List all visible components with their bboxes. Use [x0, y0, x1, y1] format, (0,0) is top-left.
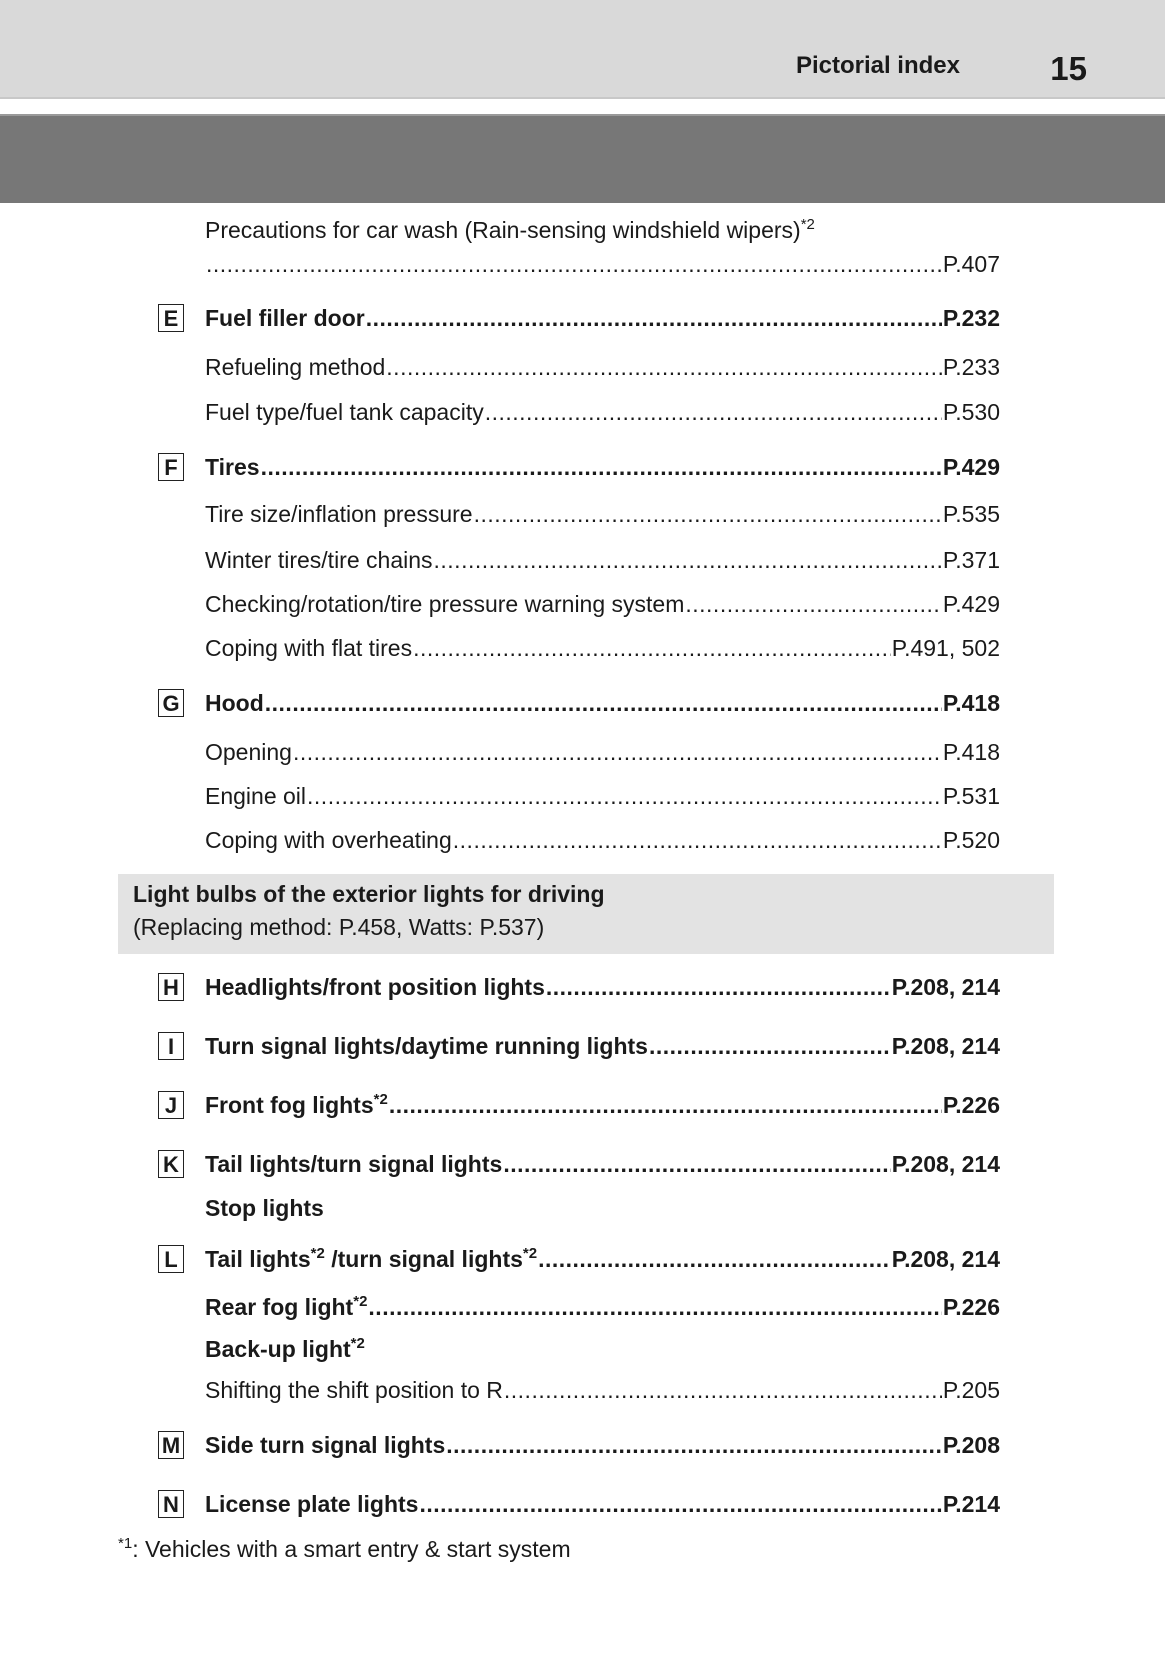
page-reference[interactable]: P.232	[942, 305, 1000, 331]
footnote-mark: *1	[118, 1535, 133, 1552]
entry-label	[205, 1031, 648, 1061]
page-reference[interactable]: P.208, 214	[891, 974, 1000, 1000]
entry-label	[205, 1244, 537, 1274]
index-entry[interactable]	[205, 499, 1000, 529]
index-letter-box: M	[158, 1431, 184, 1459]
dot-leader	[307, 781, 942, 811]
page-reference[interactable]: P.208	[942, 1432, 1000, 1458]
entry-label	[205, 1375, 503, 1405]
entry-label	[205, 633, 412, 663]
entry-label	[205, 545, 433, 575]
dot-leader	[389, 1090, 942, 1120]
index-entry[interactable]	[205, 303, 1000, 333]
index-letter-box: G	[158, 689, 184, 717]
entry-label	[205, 499, 473, 529]
index-entry[interactable]	[205, 688, 1000, 718]
entry-label	[205, 825, 452, 855]
entry-label-text: Tire size/inflation pressure	[205, 501, 473, 527]
dot-leader	[474, 499, 942, 529]
index-letter-box: E	[158, 304, 184, 332]
dot-leader	[265, 688, 942, 718]
entry-label-text: Precautions for car wash (Rain-sensing windshield wipers)	[205, 217, 801, 243]
entry-label-text: Shifting the shift position to R	[205, 1377, 503, 1403]
entry-label	[205, 352, 385, 382]
footnote-reference: *2	[350, 1335, 365, 1352]
page-reference[interactable]: P.233	[942, 354, 1000, 380]
entry-label	[205, 1090, 388, 1120]
dot-leader	[206, 249, 942, 279]
footnote-reference: *2	[373, 1091, 388, 1108]
page-reference[interactable]: P.520	[942, 827, 1000, 853]
entry-label-text: Stop lights	[205, 1195, 324, 1221]
index-letter-box: K	[158, 1150, 184, 1178]
entry-label-text: Coping with flat tires	[205, 635, 413, 661]
dot-leader	[546, 972, 891, 1002]
index-entry[interactable]	[205, 545, 1000, 575]
index-letter-box: H	[158, 973, 184, 1001]
footnote	[118, 1536, 571, 1563]
page-reference[interactable]: P.535	[942, 501, 1000, 527]
dot-leader	[538, 1244, 891, 1274]
index-entry[interactable]	[205, 1090, 1000, 1120]
page-reference[interactable]: P.418	[942, 739, 1000, 765]
entry-label-text: Rear fog light	[205, 1294, 354, 1320]
entry-label-text: Tail lights	[205, 1246, 311, 1272]
page-reference[interactable]: P.407	[942, 251, 1000, 277]
page-number: 15	[1050, 50, 1087, 87]
section-subtitle: (Replacing method: P.458, Watts: P.537)	[133, 914, 545, 940]
page-reference[interactable]: P.530	[942, 399, 1000, 425]
footnote-reference: *2	[522, 1245, 538, 1262]
dot-leader	[649, 1031, 891, 1061]
entry-label	[205, 1193, 324, 1223]
index-entry[interactable]	[205, 1489, 1000, 1519]
entry-label	[205, 688, 264, 718]
index-entry[interactable]	[205, 1292, 1000, 1322]
dot-leader	[419, 1489, 941, 1519]
page-reference[interactable]: P.491, 502	[891, 635, 1000, 661]
entry-label-text: Checking/rotation/tire pressure warning system	[205, 591, 685, 617]
entry-label-text: License plate lights	[205, 1491, 419, 1517]
index-letter-box: J	[158, 1091, 184, 1119]
index-letter-box: F	[158, 453, 184, 481]
entry-label-text: Back-up light	[205, 1336, 351, 1362]
index-entry[interactable]	[205, 825, 1000, 855]
section-heading-box	[118, 874, 1054, 954]
entry-label	[205, 972, 545, 1002]
header-title: Pictorial index	[795, 52, 960, 79]
entry-label	[205, 1149, 502, 1179]
page-reference[interactable]: P.371	[942, 547, 1000, 573]
index-letter-box: N	[158, 1490, 184, 1518]
index-letter-box: L	[158, 1245, 184, 1273]
index-entry[interactable]	[205, 452, 1000, 482]
footnote-reference: *2	[800, 216, 815, 233]
entry-label-text: Engine oil	[205, 783, 307, 809]
dot-leader	[504, 1375, 942, 1405]
page-reference[interactable]: P.214	[942, 1491, 1000, 1517]
dot-leader	[293, 737, 942, 767]
entry-label	[205, 1334, 365, 1364]
entry-label	[205, 737, 292, 767]
dot-leader	[685, 589, 941, 619]
dot-leader	[261, 452, 942, 482]
index-entry[interactable]	[205, 1334, 1000, 1364]
index-entry[interactable]	[205, 737, 1000, 767]
index-entry[interactable]	[205, 249, 1000, 279]
entry-label	[205, 589, 684, 619]
index-entry[interactable]	[205, 1193, 1000, 1223]
page-reference[interactable]: P.531	[942, 783, 1000, 809]
index-entry[interactable]	[205, 589, 1000, 619]
entry-label-text: Side turn signal lights	[205, 1432, 446, 1458]
index-entry[interactable]	[205, 1375, 1000, 1405]
entry-label-text: Headlights/front position lights	[205, 974, 545, 1000]
entry-label-text: Coping with overheating	[205, 827, 452, 853]
page-reference[interactable]: P.226	[942, 1092, 1000, 1118]
entry-label-text: Fuel type/fuel tank capacity	[205, 399, 484, 425]
page-reference[interactable]: P.208, 214	[891, 1033, 1000, 1059]
page-reference[interactable]: P.208, 214	[891, 1151, 1000, 1177]
entry-label-text: Fuel filler door	[205, 305, 365, 331]
dot-leader	[386, 352, 942, 382]
section-band	[0, 114, 1165, 203]
entry-label	[205, 303, 365, 333]
page-header	[0, 0, 1165, 99]
index-entry[interactable]	[205, 1031, 1000, 1061]
entry-label-text: /turn signal lights	[324, 1246, 523, 1272]
index-entry[interactable]	[205, 215, 1000, 245]
index-entry[interactable]	[205, 1244, 1000, 1274]
page-reference[interactable]: P.429	[942, 591, 1000, 617]
index-entry[interactable]	[205, 633, 1000, 663]
entry-label	[205, 1292, 367, 1322]
footnote-reference: *2	[353, 1293, 368, 1310]
index-letter-box: I	[158, 1032, 184, 1060]
entry-label	[205, 781, 306, 811]
dot-leader	[503, 1149, 890, 1179]
entry-label	[205, 1489, 418, 1519]
index-entry[interactable]	[205, 397, 1000, 427]
dot-leader	[368, 1292, 941, 1322]
footnote-reference: *2	[310, 1245, 325, 1262]
page-reference[interactable]: P.205	[942, 1377, 1000, 1403]
entry-label	[205, 1430, 445, 1460]
page-reference[interactable]: P.208, 214	[891, 1246, 1000, 1272]
index-entry[interactable]	[205, 781, 1000, 811]
page-reference[interactable]: P.418	[942, 690, 1000, 716]
index-entry[interactable]	[205, 1149, 1000, 1179]
page-reference[interactable]: P.429	[942, 454, 1000, 480]
dot-leader	[485, 397, 942, 427]
dot-leader	[434, 545, 942, 575]
entry-label	[205, 452, 260, 482]
index-entry[interactable]	[205, 972, 1000, 1002]
entry-label	[205, 215, 815, 245]
dot-leader	[413, 633, 891, 663]
entry-label-text: Turn signal lights/daytime running lights	[205, 1033, 648, 1059]
index-entry[interactable]	[205, 1430, 1000, 1460]
page-reference[interactable]: P.226	[942, 1294, 1000, 1320]
entry-label	[205, 397, 484, 427]
dot-leader	[446, 1430, 942, 1460]
entry-label-text: Front fog lights	[205, 1092, 374, 1118]
index-entry[interactable]	[205, 352, 1000, 382]
entry-label-text: Tires	[205, 454, 260, 480]
entry-label-text: Opening	[205, 739, 292, 765]
dot-leader	[366, 303, 942, 333]
entry-label-text: Tail lights/turn signal lights	[205, 1151, 503, 1177]
entry-label-text: Winter tires/tire chains	[205, 547, 433, 573]
dot-leader	[453, 825, 942, 855]
footnote-text: : Vehicles with a smart entry & start system	[132, 1536, 571, 1562]
section-title: Light bulbs of the exterior lights for driving	[133, 881, 605, 907]
entry-label-text: Hood	[205, 690, 264, 716]
entry-label-text: Refueling method	[205, 354, 386, 380]
